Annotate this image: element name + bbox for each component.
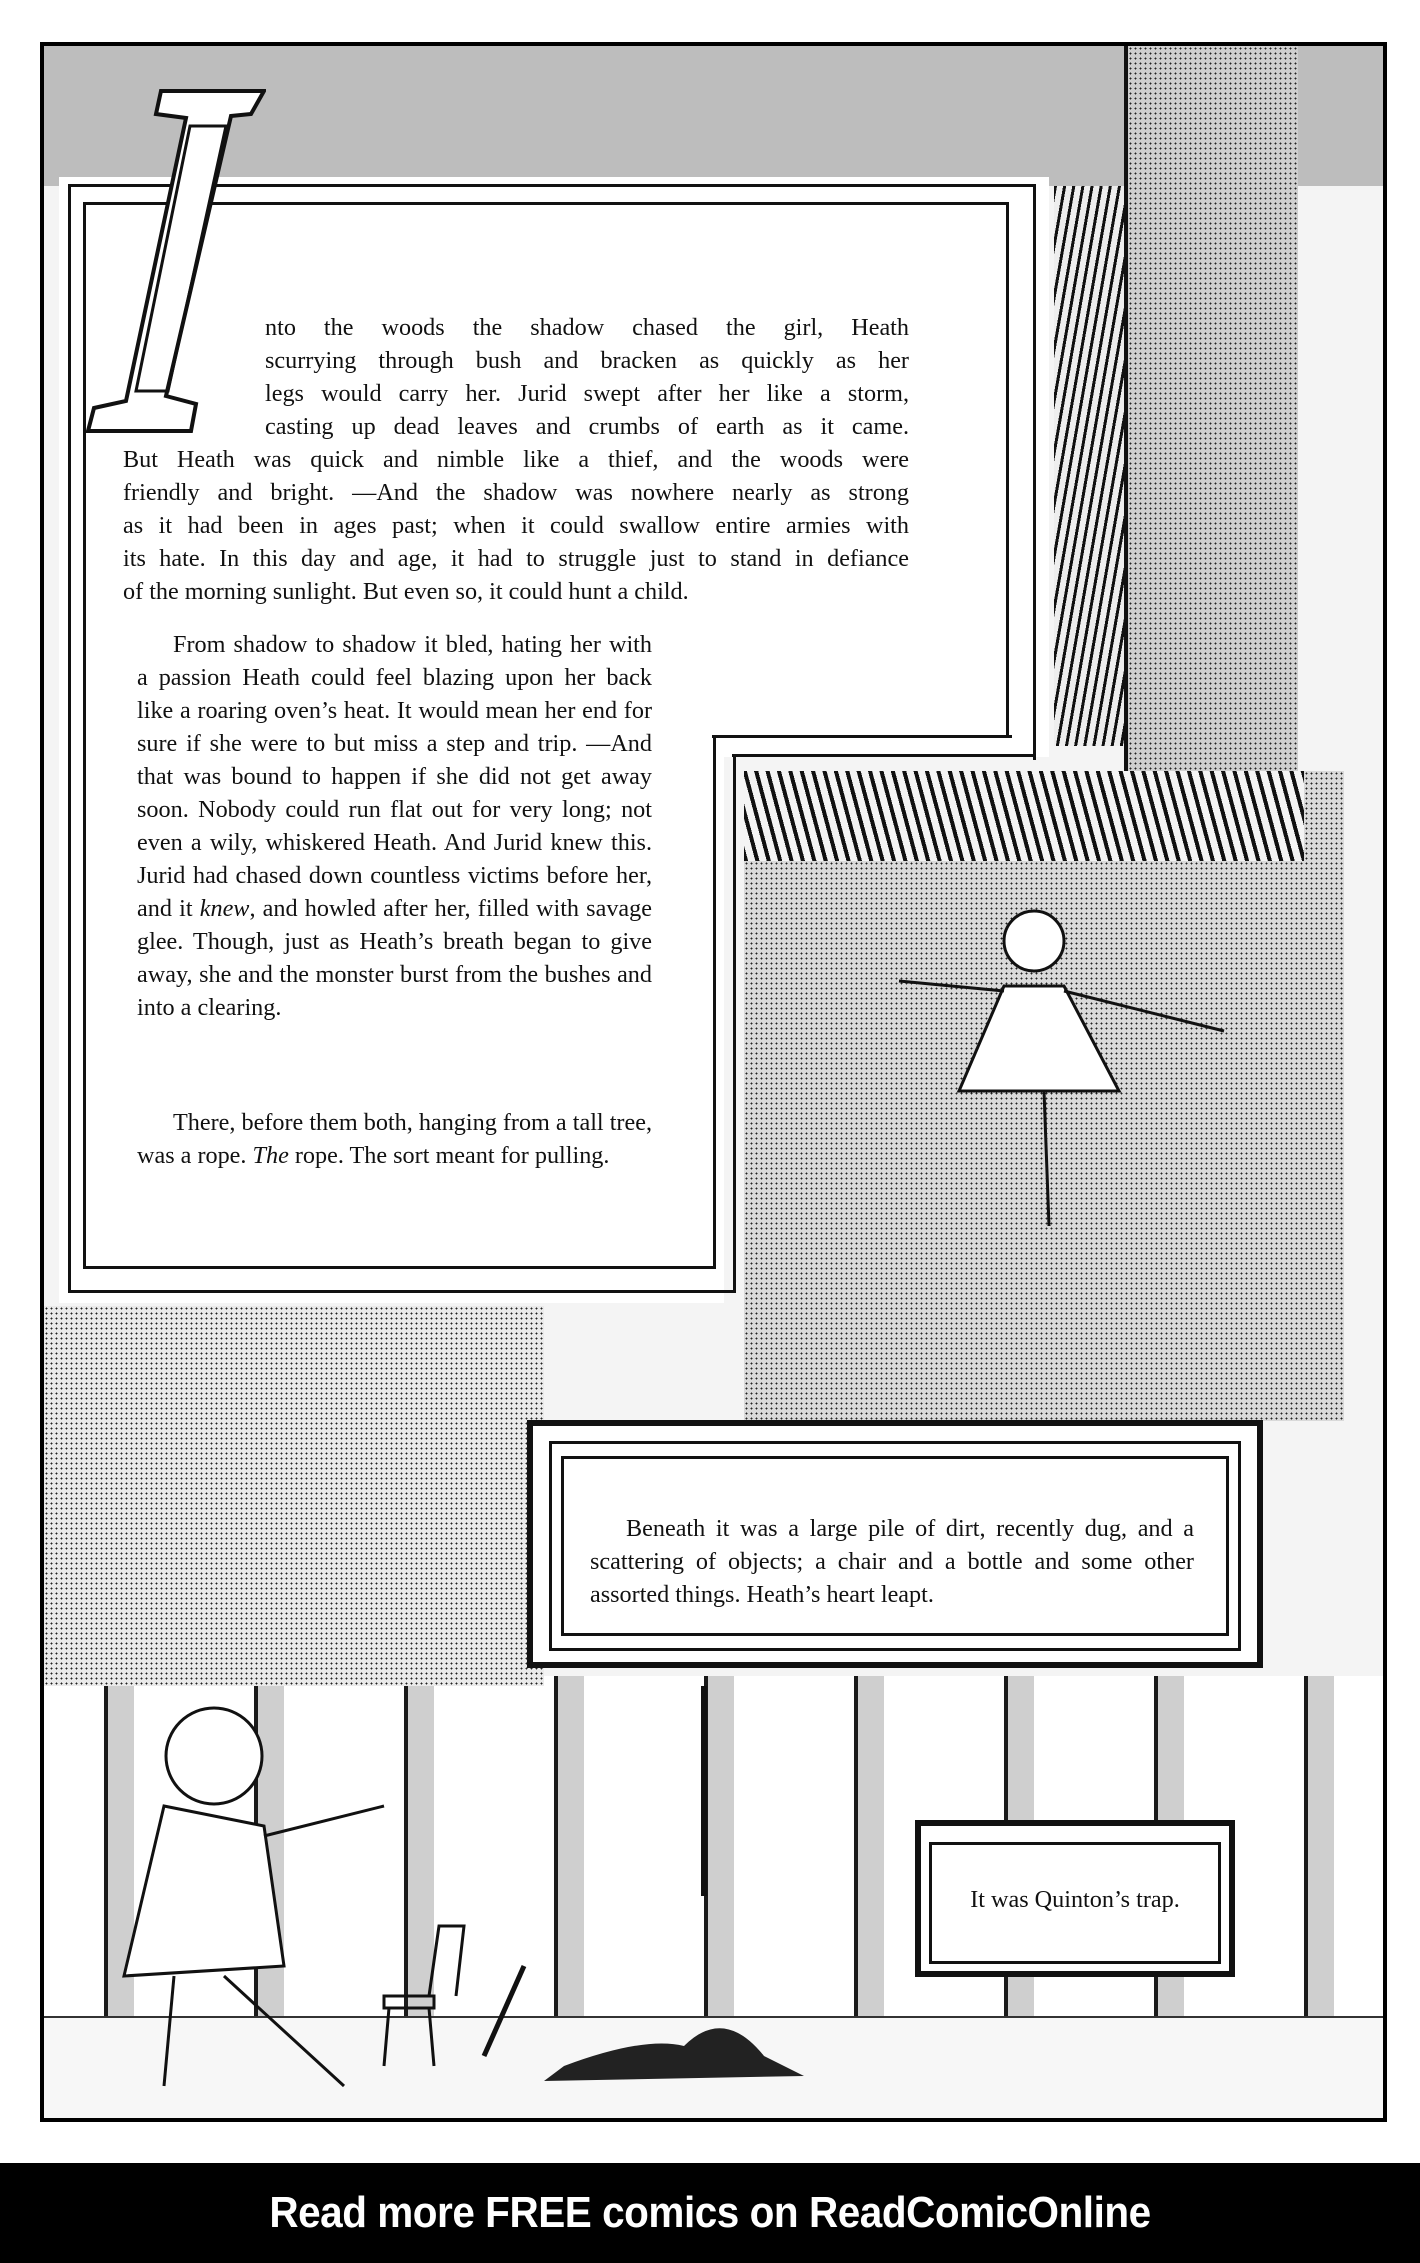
main-caption-frame-notch — [732, 754, 1036, 757]
caption-middle — [527, 1420, 1263, 1668]
paragraph-3: There, before them both, hanging from a tall tree, was a rope. The rope. The sort meant for pulling. — [137, 1109, 652, 1169]
promo-banner[interactable] — [0, 2163, 1420, 2263]
caption-small-text: It was Quinton’s trap. — [970, 1886, 1180, 1913]
girl-figure-lower — [124, 1708, 384, 2086]
caption-middle-text: Beneath it was a large pile of dirt, recently dug, and a scattering of objects; a chair and a bottle and some other assorted things. Heath’s heart leapt. — [590, 1515, 1194, 1608]
chair — [384, 1926, 464, 2066]
dirt-pile — [544, 2028, 804, 2081]
shovel — [484, 1966, 524, 2056]
paragraph-1: nto the woods the shadow chased the girl, Heath scurrying through bush and bracken as quickly as her legs would carry her. Jurid swept after her like a storm, casting up dead leaves and crumbs of earth as it came. But Heath was quick and nimble like a thief, and the woods were friendly and bright. —And the shadow was nowhere nearly as strong as it had been in ages past; when it could swallow entire armies with its hate. In this day and age, it had to struggle just to stand in defiance of the morning sunlight. But even so, it could hunt a child. — [123, 311, 909, 608]
paragraph-1-dropcap-lines: nto the woods the shadow chased the girl, Heath scurrying through bush and bracken as quickly as her legs would carry her. Jurid swept after her like a storm, casting up dead leaves and crumbs of earth as it came. — [265, 314, 909, 440]
caption-small — [915, 1820, 1235, 1977]
paragraph-2: From shadow to shadow it bled, hating her with a passion Heath could feel blazing upon her back like a roaring oven’s heat. It would mean her end for sure if she were to but miss a step and trip. —And that was bound to happen if she did not get away soon. Nobody could run flat out for very long; not even a wily, whiskered Heath. And Jurid knew this. Jurid had chased down countless victims before her, and it knew, and howled after her, filled with savage glee. Though, just as Heath’s breath began to give away, she and the monster burst from the bushes and into a clearing. — [137, 631, 652, 1021]
main-caption-frame-inner-notch — [712, 735, 1012, 738]
girl-figure-running — [899, 911, 1224, 1226]
promo-banner-text[interactable]: Read more FREE comics on ReadComicOnline — [269, 2188, 1151, 2237]
